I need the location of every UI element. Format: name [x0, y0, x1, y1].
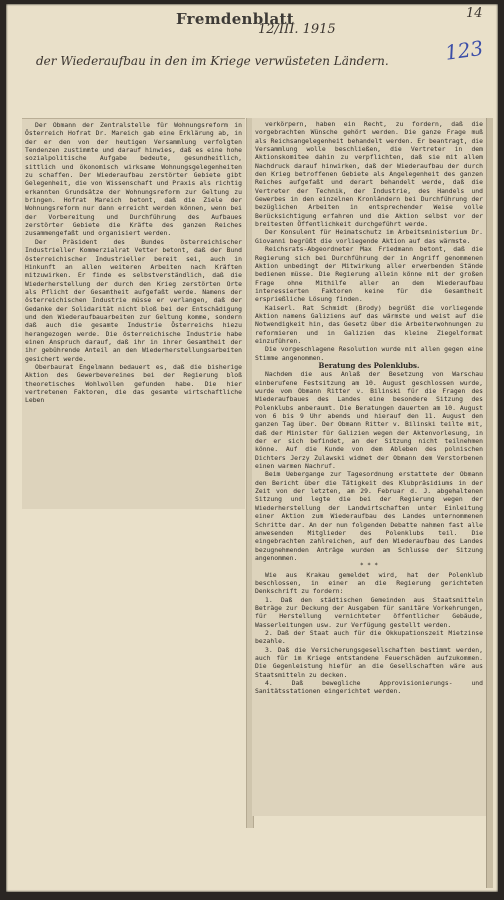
paragraph: Reichsrats-Abgeordneter Max Friedmann betont, daß die Regierung sich bei Durchführung der in Angriff genommenen Aktion unbedingt der Mitwirkung aller erwerbenden Stände bedienen müsse. Die Regierung allein könne mit der großen Frage ohne Mithilfe aller an dem Wiederaufbau interessierten Faktoren keine für die Gesamtheit ersprießliche Lösung finden.: [255, 245, 483, 304]
archive-number: 123: [443, 35, 485, 65]
paragraph: Die vorgeschlagene Resolution wurde mit allen gegen eine Stimme angenommen.: [255, 345, 483, 362]
paragraph: Der Präsident des Bundes österreichischer Industrieller Kommerzialrat Vetter betont, daß der Bund österreichischer Industrieller bereit sei, auch in Hinkunft an allen weiteren Arbeiten nach Kräften mitzuwirken. Er finde es selbstverständlich, daß die Wiederherstellung der durch den Krieg zerstörten Orte als Pflicht der Gesamtheit aufgefaßt werde. Namens der österreichischen Industrie müsse er verlangen, daß der Gedanke der Solidarität nicht bloß bei der Entschädigung und den Wiederaufbauarbeiten zur Geltung komme, sondern daß auch die gesamte Industrie Österreichs hiezu herangezogen werde. Die österreichische Industrie habe einen Anspruch darauf, daß ihr in ihrer Gesamtheit der ihr gebührende Anteil an den Wiederherstellungsarbeiten gesichert werde.: [25, 237, 242, 363]
clipping-right-column: [252, 118, 486, 816]
paragraph: Der Obmann der Zentralstelle für Wohnungsreform in Österreich Hofrat Dr. Mareich gab eine Erklärung ab, in der er den von der heutigen Versammlung verfolgten Tendenzen zustimmte und darauf hinwies, daß es eine hohe sozialpolitische Aufgabe bedeute, gesundheitlich, sittlich und ökonomisch wirksame Wohnungsgelegenheiten zu schaffen. Der Wiederaufbau zerstörter Gebiete gibt Gelegenheit, die von Wissenschaft und Praxis als richtig erkannten Grundsätze der Wohnungsreform zur Geltung zu bringen. Hofrat Mareich betont, daß die Ziele der Wohnungsreform nur dann erreicht werden können, wenn bei der Vorbereitung und Durchführung des Aufbaues zerstörter Gebiete die Kräfte des ganzen Reiches zusammengefaßt und organisiert werden.: [25, 121, 242, 238]
section-divider: * * *: [359, 562, 379, 570]
paragraph: Beim Uebergange zur Tagesordnung erstattete der Obmann den Bericht über die Tätigkeit des Klubpräsidiums in der Zeit von der letzten, am 29. Februar d. J. abgehaltenen Sitzung und legte die bei der Regierung wegen der Wiederherstellung der Landwirtschaften unter Einleitung einer Aktion zum Wiederaufbau des Landes unternommenen Schritte dar. An der nun folgenden Debatte nahmen fast alle anwesenden Mitglieder des Polenklubs teil. Die eingebrachten zahlreichen, auf den Wiederaufbau des Landes bezugnehmenden Anträge wurden am Schlusse der Sitzung angenommen.: [255, 470, 483, 562]
handwritten-title: der Wiederaufbau in den im Kriege verwüsteten Ländern.: [36, 54, 389, 68]
handwritten-page-number: 14: [466, 6, 483, 21]
right-column-text: [252, 118, 486, 696]
paragraph: Wie aus Krakau gemeldet wird, hat der Polenklub beschlossen, in einer an die Regierung gerichteten Denkschrift zu fordern:: [255, 570, 483, 596]
list-item: 2. Daß der Staat auch für die Okkupationszeit Mietzinse bezahle.: [255, 628, 483, 646]
sheet-edge: [486, 118, 493, 888]
sheet-header: [6, 4, 498, 124]
paragraph: verkörpern, haben ein Recht, zu fordern, daß die vorgebrachten Wünsche gehört werden. Die ganze Frage muß als Reichsangelegenheit behandelt werden. Er beantragt, die Versammlung wolle beschließen, die Vertreter in dem Aktionskomitee dahin zu verpflichten, daß sie mit allem Nachdruck darauf hinwirken, daß der Wiederaufbau der durch den Krieg betroffenen Gebiete als Angelegenheit des ganzen Reiches aufgefaßt und derart behandelt werde, daß die Vertreter der Technik, der Industrie, des Handels und Gewerbes in den einzelnen Kronländern bei Durchführung der bezüglichen Arbeiten in entsprechender Weise volle Berücksichtigung erfahren und die Aktion selbst vor der breitesten Öffentlichkeit durchgeführt werde.: [255, 120, 483, 229]
list-item: 4. Daß bewegliche Approvisionierungs- und Sanitätsstationen eingerichtet werden.: [255, 679, 483, 696]
section-heading: Beratung des Polenklubs.: [318, 360, 420, 370]
paragraph: Oberbaurat Engelmann bedauert es, daß die bisherige Aktion des Gewerbevereines bei der Regierung bloß theoretisches Wohlwollen gefunden habe. Die hier vertretenen Faktoren, die das gesamte wirtschaftliche Leben: [25, 362, 242, 405]
list-item: 1. Daß den städtischen Gemeinden aus Staatsmitteln Beträge zur Deckung der Ausgaben für sanitäre Vorkehrungen, für Herstellung vernichteter öffentlicher Gebäude, Wasserleitungen usw. zur Verfügung gestellt werden.: [255, 595, 483, 629]
paragraph: Der Konsulent für Heimatschutz im Arbeitsministerium Dr. Giovanni begrüßt die vorliegende Aktion auf das wärmste.: [255, 228, 483, 245]
list-item: 3. Daß die Versicherungsgesellschaften bestimmt werden, auch für im Kriege entstandene Feuerschäden aufzukommen. Die Gegenleistung hiefür an die Gesellschaften wäre aus Staatsmitteln zu decken.: [255, 645, 483, 679]
handwritten-date: 12/III. 1915: [258, 22, 336, 37]
paragraph: Kaiserl. Rat Schmidt (Brody) begrüßt die vorliegende Aktion namens Galiziens auf das wärmste und weist auf die Notwendigkeit hin, das Gesetz über die Arbeiterwohnungen zu reformieren und in Galizien das kleine Ziegelformat einzuführen.: [255, 303, 483, 345]
newspaper-title: Fremdenblatt: [176, 10, 295, 28]
left-column-text: [22, 119, 245, 405]
paragraph: Nachdem die aus Anlaß der Besetzung von Warschau einberufene Festsitzung am 10. August geschlossen wurde, wurde vom Obmann Ritter v. Bilinski für die Fragen des Wiederaufbaues des Landes eine besondere Sitzung des Polenklubs anberaumt. Die Beratungen dauerten am 10. August von 6 bis 9 Uhr abends und hierauf den 11. August den ganzen Tag über. Der Obmann Ritter v. Bilinski teilte mit, daß der Minister für Galizien wegen der Aktenvorlesung, in der er sich befindet, an der Sitzung nicht teilnehmen könne. Auf die Kunde von dem Ableben des polnischen Dichters Jerzy Zulawski widmet der Obmann dem Verstorbenen einen warmen Nachruf.: [255, 370, 483, 471]
clipping-left-column: [22, 118, 245, 509]
